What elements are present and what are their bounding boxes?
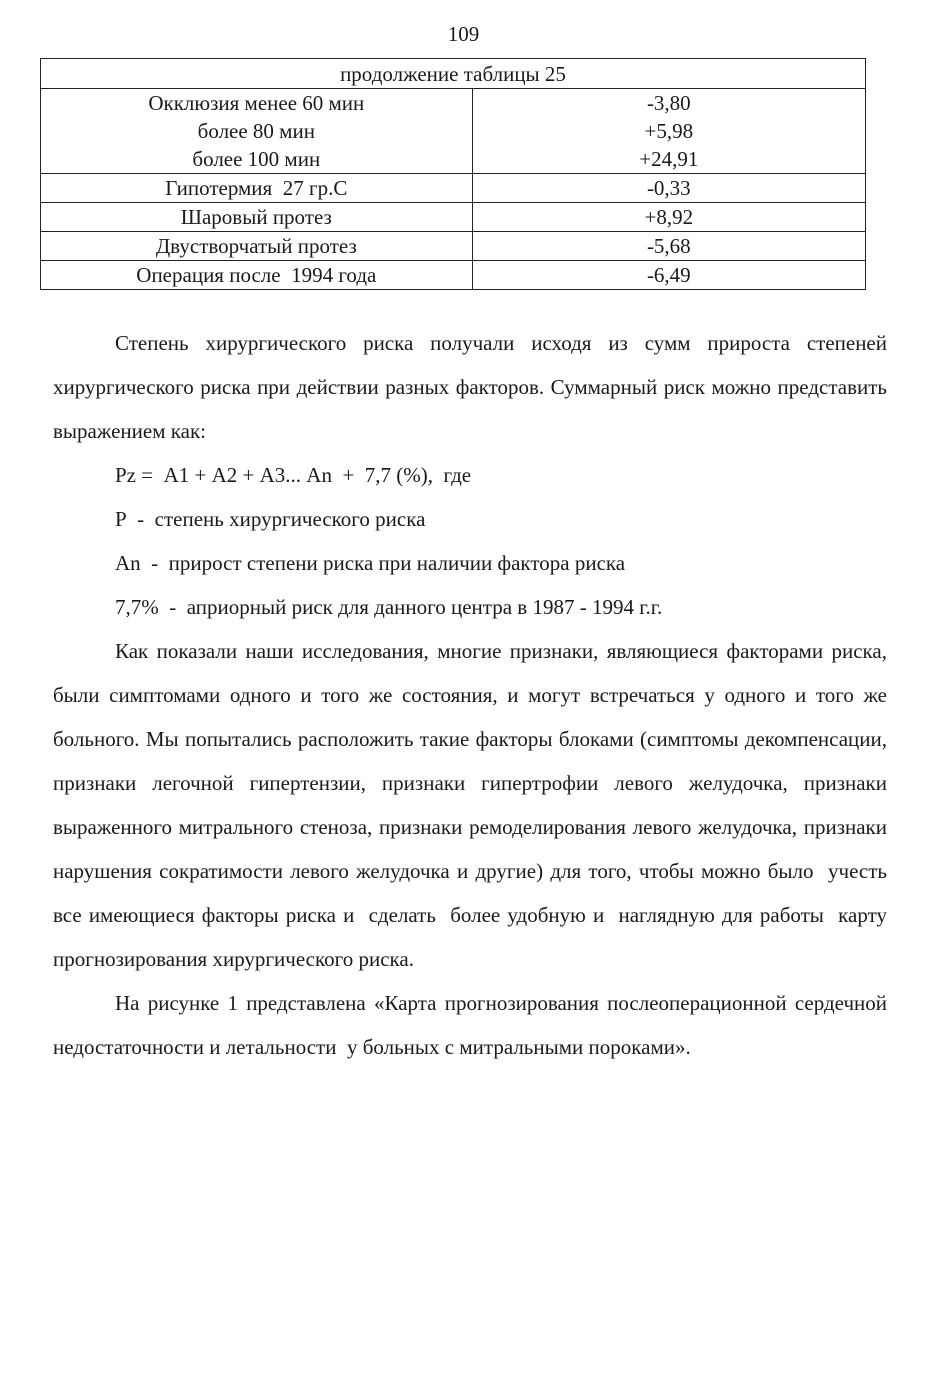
intro-paragraph: Степень хирургического риска получали исходя из сумм прироста степеней хирургического риска при действии разных факторов. Суммарный риск можно представить выражением как: bbox=[53, 331, 887, 443]
value-cell bbox=[472, 203, 865, 232]
table-caption-row bbox=[41, 59, 866, 89]
page-number: 109 bbox=[447, 22, 480, 46]
table-row bbox=[41, 232, 866, 261]
value-text: +5,98 bbox=[644, 119, 694, 143]
factor-text: Окклюзия менее 60 мин bbox=[148, 91, 365, 115]
value-text: -6,49 bbox=[646, 263, 691, 287]
table-row bbox=[41, 261, 866, 290]
definition-prior-risk: 7,7% - априорный риск для данного центра в 1987 - 1994 г.г. bbox=[115, 595, 663, 619]
factor-text: Операция после 1994 года bbox=[136, 263, 377, 287]
figure-reference-paragraph: На рисунке 1 представлена «Карта прогнозирования послеоперационной сердечной недостаточности и летальности у больных с митральными пороками». bbox=[53, 991, 893, 1059]
table-row bbox=[41, 174, 866, 203]
value-cell bbox=[472, 232, 865, 261]
factor-text: более 80 мин bbox=[197, 119, 315, 143]
research-paragraph: Как показали наши исследования, многие признаки, являющиеся факторами риска, были симптомами одного и того же состояния, и могут встречаться у одного и того же больного. Мы попытались расположить такие факторы блоками (симптомы декомпенсации, признаки легочной гипертензии, признаки гипертрофии левого желудочка, признаки выраженного митрального стеноза, признаки ремоделирования левого желудочка, признаки нарушения сократимости левого желудочка и другие) для того, чтобы можно было учесть все имеющиеся факторы риска и сделать более удобную и наглядную для работы карту прогнозирования хирургического риска. bbox=[53, 639, 893, 971]
table-row bbox=[41, 89, 866, 174]
factor-text: более 100 мин bbox=[192, 147, 321, 171]
definition-an: Аn - прирост степени риска при наличии фактора риска bbox=[115, 551, 626, 575]
factor-text: Гипотермия 27 гр.С bbox=[165, 176, 348, 200]
body-text bbox=[53, 321, 893, 1069]
factor-cell bbox=[41, 174, 473, 203]
value-cell bbox=[472, 261, 865, 290]
value-text: +8,92 bbox=[644, 205, 694, 229]
value-cell bbox=[472, 174, 865, 203]
table-row bbox=[41, 203, 866, 232]
risk-formula: Pz = А1 + А2 + А3... Аn + 7,7 (%), где bbox=[115, 463, 472, 487]
factor-cell bbox=[41, 261, 473, 290]
factor-cell bbox=[41, 203, 473, 232]
factor-cell bbox=[41, 232, 473, 261]
value-text: +24,91 bbox=[639, 147, 699, 171]
factor-text: Двустворчатый протез bbox=[155, 234, 357, 258]
factor-text: Шаровый протез bbox=[180, 205, 332, 229]
table-caption: продолжение таблицы 25 bbox=[41, 59, 866, 89]
definition-p: Р - степень хирургического риска bbox=[115, 507, 426, 531]
value-text: -3,80 bbox=[646, 91, 691, 115]
value-text: -5,68 bbox=[646, 234, 691, 258]
risk-factors-table bbox=[40, 58, 866, 290]
value-text: -0,33 bbox=[646, 176, 691, 200]
factor-cell bbox=[41, 89, 473, 174]
value-cell bbox=[472, 89, 865, 174]
